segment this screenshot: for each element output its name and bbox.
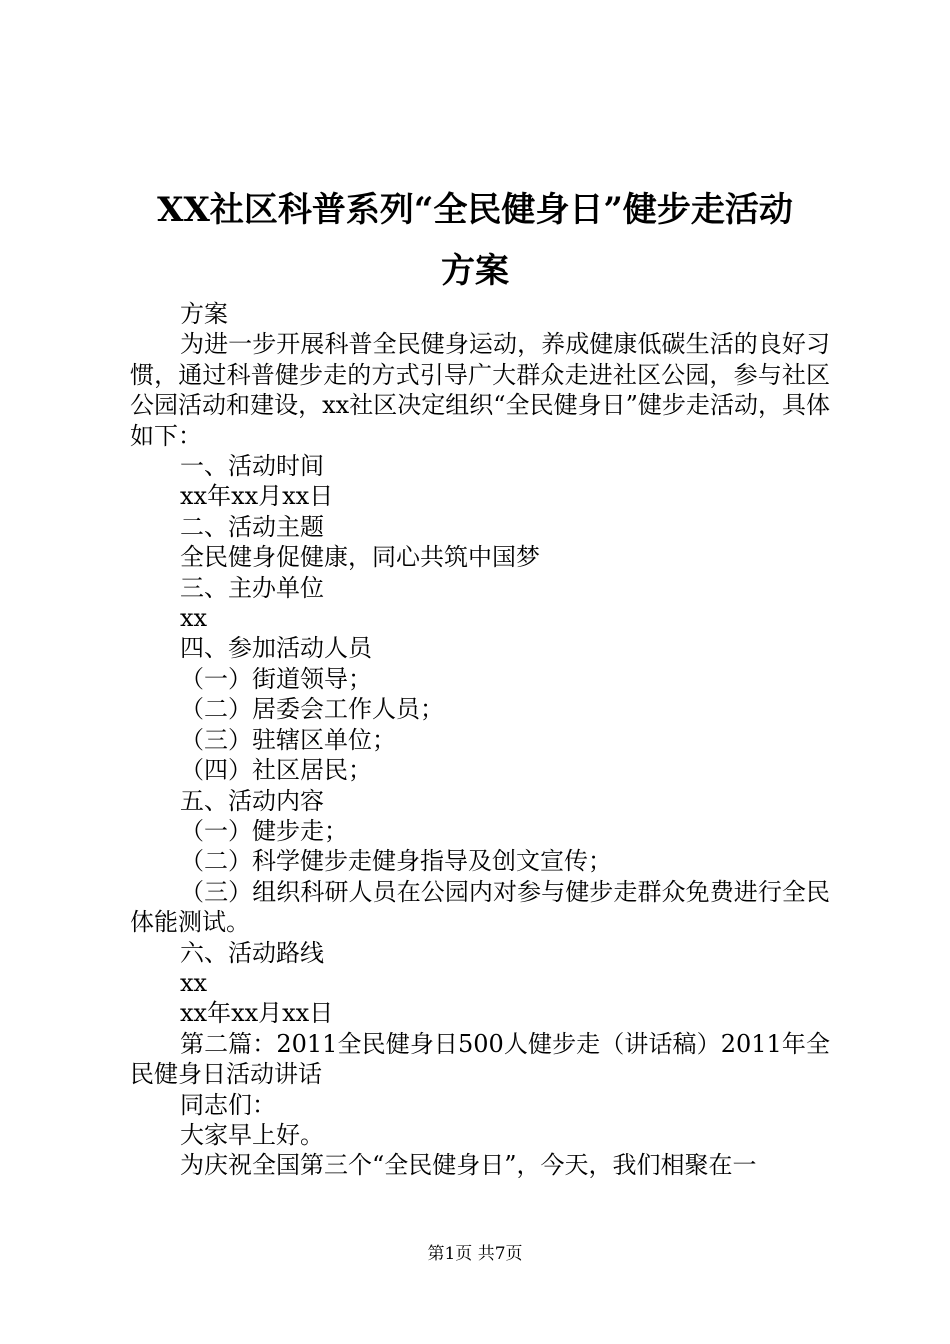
section-heading: 五、活动内容 [180, 786, 324, 815]
document-title-line-1: XX社区科普系列“全民健身日”健步走活动 [157, 190, 793, 230]
paragraph: 为庆祝全国第三个“全民健身日”，今天，我们相聚在一 [180, 1151, 757, 1180]
paragraph: xx [180, 968, 208, 997]
paragraph: xx年xx月xx日 [180, 482, 334, 511]
paragraph: xx [180, 604, 208, 633]
paragraph: 全民健身促健康，同心共筑中国梦 [180, 543, 540, 572]
paragraph: xx年xx月xx日 [180, 999, 334, 1028]
list-item: （三）驻辖区单位； [180, 725, 396, 754]
section-heading: 六、活动路线 [180, 938, 324, 967]
list-item: （一）健步走； [180, 816, 348, 845]
paragraph: 第二篇：2011全民健身日500人健步走（讲话稿）2011年全民健身日活动讲话 [130, 1029, 830, 1089]
list-item: （四）社区居民； [180, 756, 372, 785]
document-title-line-2: 方案 [441, 251, 509, 291]
list-item: （一）街道领导； [180, 664, 372, 693]
list-item: （三）组织科研人员在公园内对参与健步走群众免费进行全民体能测试。 [130, 877, 830, 937]
paragraph: 同志们： [180, 1090, 276, 1119]
paragraph: 为进一步开展科普全民健身运动，养成健康低碳生活的良好习惯，通过科普健步走的方式引导广大群众走进社区公园，参与社区公园活动和建设，xx社区决定组织“全民健身日”健步走活动，具体如下： [130, 330, 830, 450]
list-item: （二）居委会工作人员； [180, 695, 444, 724]
section-heading: 四、参加活动人员 [180, 634, 372, 663]
document-body [130, 299, 830, 1181]
section-heading: 三、主办单位 [180, 573, 324, 602]
paragraph: 大家早上好。 [180, 1120, 324, 1149]
list-item: （二）科学健步走健身指导及创文宣传； [180, 847, 612, 876]
paragraph: 方案 [180, 300, 228, 328]
page-footer: 第1页 共7页 [427, 1244, 523, 1264]
section-heading: 二、活动主题 [180, 512, 324, 541]
section-heading: 一、活动时间 [180, 452, 324, 481]
